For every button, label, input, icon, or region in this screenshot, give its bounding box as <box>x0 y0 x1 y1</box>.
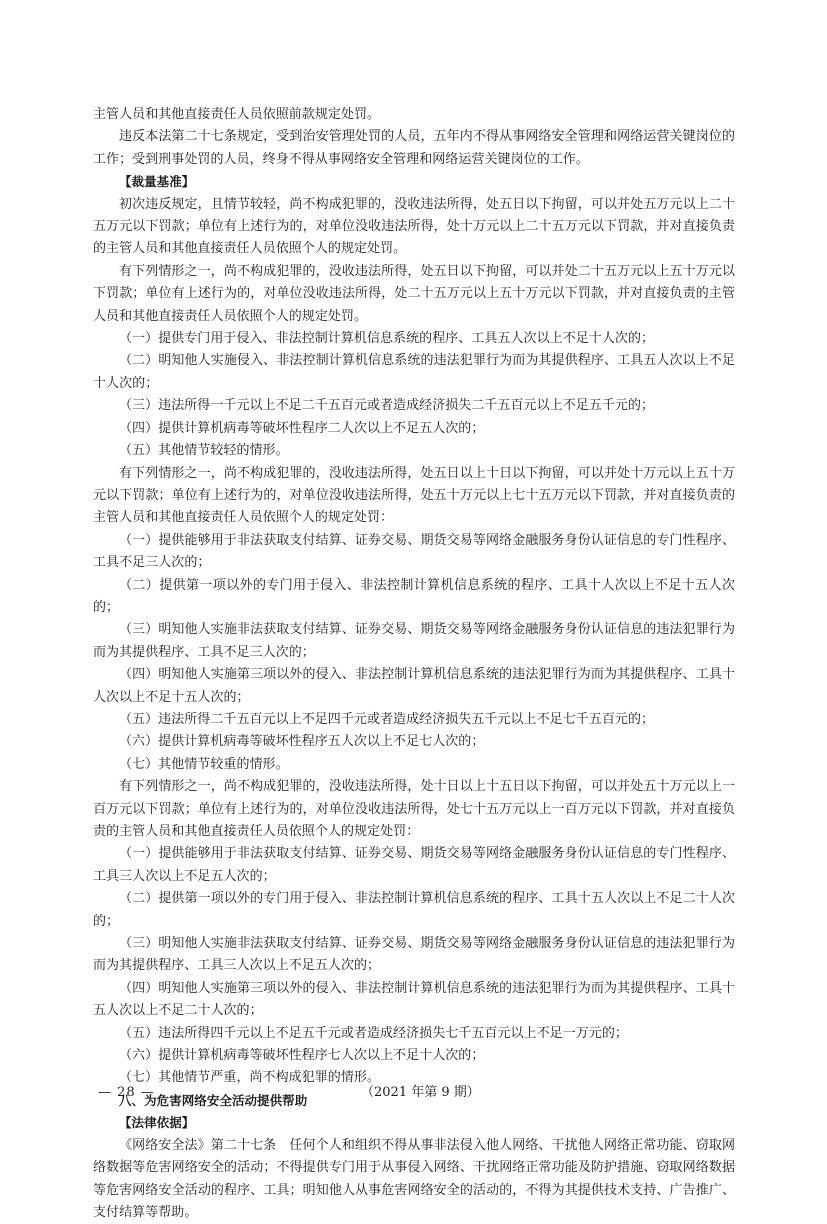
list-item: （二）提供第一项以外的专门用于侵入、非法控制计算机信息系统的程序、工具十五人次以上不足二十人次的； <box>93 891 735 929</box>
list-item: （三）明知他人实施非法获取支付结算、证券交易、期货交易等网络金融服务身份认证信息的违法犯罪行为而为其提供程序、工具三人次以上不足五人次的； <box>93 936 735 974</box>
list-item: （一）提供能够用于非法获取支付结算、证券交易、期货交易等网络金融服务身份认证信息的专门性程序、工具三人次以上不足五人次的； <box>93 846 735 884</box>
paragraph: 违反本法第二十七条规定，受到治安管理处罚的人员，五年内不得从事网络安全管理和网络运营关键岗位的工作；受到刑事处罚的人员，终身不得从事网络安全管理和网络运营关键岗位的工作。 <box>93 129 735 167</box>
list-item: （七）其他情节较重的情形。 <box>119 756 289 772</box>
list-item: （六）提供计算机病毒等破坏性程序五人次以上不足七人次的； <box>119 734 485 750</box>
list-item: （三）违法所得一千元以上不足二千五百元或者造成经济损失二千五百元以上不足五千元的； <box>119 398 655 414</box>
paragraph: 有下列情形之一，尚不构成犯罪的，没收违法所得，处五日以下拘留，可以并处二十五万元以上五十万元以下罚款；单位有上述行为的，对单位没收违法所得，处二十五万元以上五十万元以下罚款，并对直接负责的主管人员和其他直接责任人员依照个人的规定处罚。 <box>93 263 735 324</box>
paragraph: 有下列情形之一，尚不构成犯罪的，没收违法所得，处十日以上十五日以下拘留，可以并处五十万元以上一百万元以下罚款；单位有上述行为的，对单位没收违法所得，处七十五万元以上一百万元以下罚款，并对直接负责的主管人员和其他直接责任人员依照个人的规定处罚： <box>93 779 735 839</box>
issue-label: （2021 年第 9 期） <box>361 1085 480 1100</box>
paragraph: 有下列情形之一，尚不构成犯罪的，没收违法所得，处五日以上十日以下拘留，可以并处十万元以上五十万元以下罚款；单位有上述行为的，对单位没收违法所得，处五十万元以上七十五万元以下罚款，并对直接负责的主管人员和其他直接责任人员依照个人的规定处罚： <box>93 465 735 526</box>
section-title: 八、为危害网络安全活动提供帮助 <box>119 1092 308 1108</box>
list-item: （五）其他情节较轻的情形。 <box>119 443 289 459</box>
list-item: （六）提供计算机病毒等破坏性程序七人次以上不足十人次的； <box>119 1048 485 1064</box>
paragraph: 主管人员和其他直接责任人员依照前款规定处罚。 <box>93 107 381 122</box>
list-item: （四）明知他人实施第三项以外的侵入、非法控制计算机信息系统的违法犯罪行为而为其提供程序、工具十五人次以上不足二十人次的； <box>93 980 735 1019</box>
section-heading: 【裁量基准】 <box>119 174 195 190</box>
list-item: （七）其他情节严重，尚不构成犯罪的情形。 <box>119 1070 381 1086</box>
paragraph: 初次违反规定，且情节较轻，尚不构成犯罪的，没收违法所得，处五日以下拘留，可以并处五万元以上二十五万元以下罚款；单位有上述行为的，对单位没收违法所得，处十万元以上二十五万元以下罚款，并对直接负责的主管人员和其他直接责任人员依照个人的规定处罚。 <box>93 196 735 257</box>
list-item: （一）提供能够用于非法获取支付结算、证券交易、期货交易等网络金融服务身份认证信息的专门性程序、工具不足三人次的； <box>93 532 735 571</box>
section-heading: 【法律依据】 <box>119 1115 195 1131</box>
list-item: （二）明知他人实施侵入、非法控制计算机信息系统的违法犯罪行为而为其提供程序、工具五人次以上不足十人次的； <box>93 353 735 391</box>
paragraph: 《网络安全法》第二十七条 任何个人和组织不得从事非法侵入他人网络、干扰他人网络正常功能、窃取网络数据等危害网络安全的活动；不得提供专门用于从事侵入网络、干扰网络正常功能及防护措施、窃取网络数据等危害网络安全活动的程序、工具；明知他人从事危害网络安全的活动的，不得为其提供技术支持、广告推广、支付结算等帮助。 <box>93 1137 735 1220</box>
list-item: （四）提供计算机病毒等破坏性程序二人次以上不足五人次的； <box>119 420 485 436</box>
list-item: （五）违法所得二千五百元以上不足四千元或者造成经济损失五千元以上不足七千五百元的； <box>119 711 655 727</box>
list-item: （四）明知他人实施第三项以外的侵入、非法控制计算机信息系统的违法犯罪行为而为其提供程序、工具十人次以上不足十五人次的； <box>93 667 735 705</box>
list-item: （五）违法所得四千元以上不足五千元或者造成经济损失七千五百元以上不足一万元的； <box>119 1025 628 1041</box>
list-item: （二）提供第一项以外的专门用于侵入、非法控制计算机信息系统的程序、工具十人次以上不足十五人次的； <box>93 577 735 615</box>
page-number: — 28 — <box>98 1085 155 1100</box>
document-body <box>93 104 735 1224</box>
list-item: （一）提供专门用于侵入、非法控制计算机信息系统的程序、工具五人次以上不足十人次的； <box>119 331 655 347</box>
list-item: （三）明知他人实施非法获取支付结算、证券交易、期货交易等网络金融服务身份认证信息的违法犯罪行为而为其提供程序、工具不足三人次的； <box>93 622 735 660</box>
